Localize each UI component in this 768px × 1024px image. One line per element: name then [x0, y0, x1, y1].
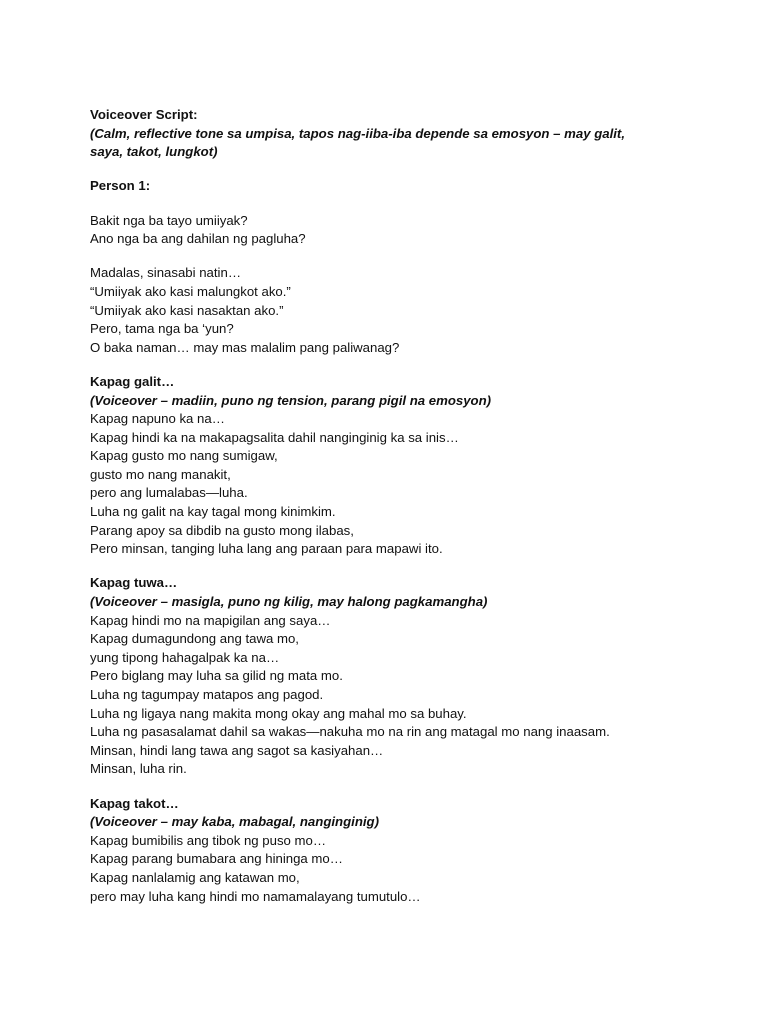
- script-line: Kapag napuno ka na…: [90, 411, 225, 427]
- script-line: Minsan, luha rin.: [90, 761, 187, 777]
- script-line: “Umiiyak ako kasi nasaktan ako.”: [90, 302, 284, 318]
- speaker-label: Person 1:: [90, 178, 151, 194]
- script-line: Kapag parang bumabara ang hininga mo…: [90, 851, 343, 867]
- section-takot: [90, 795, 730, 907]
- script-line: Kapag nanlalamig ang katawan mo,: [90, 869, 300, 885]
- script-line: Luha ng tagumpay matapos ang pagod.: [90, 687, 324, 702]
- section-tuwa: [90, 574, 730, 779]
- script-line: Kapag dumagundong ang tawa mo,: [90, 631, 299, 647]
- script-line: Ano nga ba ang dahilan ng pagluha?: [90, 231, 306, 247]
- section-direction: (Voiceover – masigla, puno ng kilig, may halong pagkamangha): [90, 594, 488, 610]
- script-line: Kapag bumibilis ang tibok ng puso mo…: [90, 832, 327, 848]
- section-direction: (Voiceover – may kaba, mabagal, nanginginig): [90, 814, 379, 830]
- script-line: yung tipong hahagalpak ka na…: [90, 649, 280, 665]
- script-line: Luha ng galit na kay tagal mong kinimkim.: [90, 504, 336, 520]
- section-direction: (Voiceover – madiin, puno ng tension, parang pigil na emosyon): [90, 392, 492, 408]
- spacer: [90, 559, 730, 575]
- script-body: [90, 106, 730, 906]
- spacer: [90, 779, 730, 795]
- script-line: Pero biglang may luha sa gilid ng mata mo.: [90, 668, 343, 684]
- document-title: Voiceover Script:: [90, 107, 198, 122]
- script-line: Bakit nga ba tayo umiiyak?: [90, 212, 248, 228]
- section-heading: Kapag galit…: [90, 373, 175, 389]
- script-line: pero ang lumalabas—luha.: [90, 485, 248, 501]
- section-heading: Kapag tuwa…: [90, 575, 178, 591]
- stage-direction-line: saya, takot, lungkot): [90, 144, 218, 160]
- script-line: Pero minsan, tanging luha lang ang paraan para mapawi ito.: [90, 541, 443, 557]
- spacer: [90, 162, 730, 178]
- script-line: Luha ng pasasalamat dahil sa wakas—nakuha mo na rin ang matagal mo nang inaasam.: [90, 724, 610, 740]
- script-line: Pero, tama nga ba ‘yun?: [90, 321, 234, 337]
- stage-direction-line: (Calm, reflective tone sa umpisa, tapos nag-iiba-iba depende sa emosyon – may galit,: [90, 125, 625, 141]
- script-line: Kapag gusto mo nang sumigaw,: [90, 448, 278, 464]
- script-line: O baka naman… may mas malalim pang paliwanag?: [90, 339, 400, 355]
- spacer: [90, 196, 730, 212]
- script-line: Kapag hindi ka na makapagsalita dahil nanginginig ka sa inis…: [90, 429, 459, 445]
- script-line: Parang apoy sa dibdib na gusto mong ilabas,: [90, 522, 354, 538]
- script-line: Minsan, hindi lang tawa ang sagot sa kasiyahan…: [90, 742, 384, 758]
- script-line: “Umiiyak ako kasi malungkot ako.”: [90, 283, 291, 299]
- section-heading: Kapag takot…: [90, 795, 179, 811]
- spacer: [90, 357, 730, 373]
- script-line: Kapag hindi mo na mapigilan ang saya…: [90, 612, 331, 628]
- section-galit: [90, 373, 730, 559]
- script-line: gusto mo nang manakit,: [90, 466, 231, 482]
- spacer: [90, 249, 730, 265]
- script-line: Luha ng ligaya nang makita mong okay ang mahal mo sa buhay.: [90, 705, 467, 721]
- script-line: Madalas, sinasabi natin…: [90, 265, 242, 281]
- script-line: pero may luha kang hindi mo namamalayang tumutulo…: [90, 888, 421, 904]
